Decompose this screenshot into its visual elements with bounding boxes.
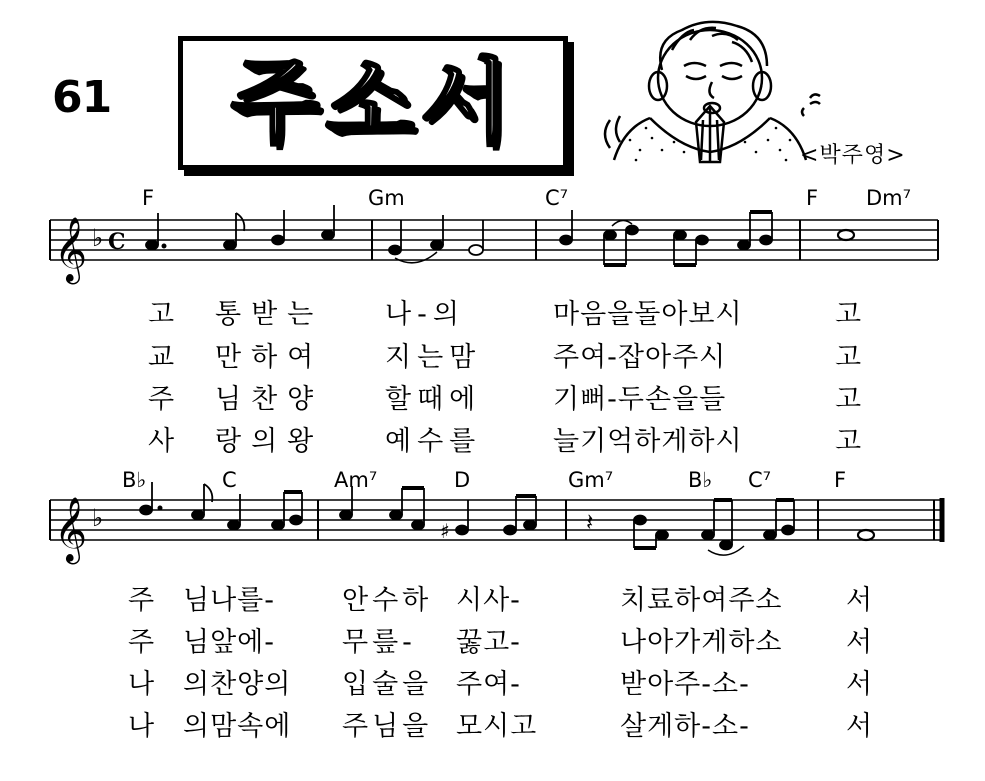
lyric-syllable: 의맘속에 bbox=[183, 711, 292, 742]
lyric-syllable: 시사- bbox=[456, 585, 521, 616]
lyric-syllable: 고 bbox=[835, 342, 863, 373]
lyric-syllable: 입술을 bbox=[342, 669, 433, 700]
slur bbox=[708, 546, 744, 555]
note bbox=[290, 516, 302, 525]
note bbox=[764, 531, 776, 540]
lyric-syllable: 받아주-소- bbox=[620, 669, 750, 700]
note bbox=[340, 511, 352, 520]
note bbox=[626, 226, 638, 235]
note bbox=[656, 531, 668, 540]
lyric-syllable: 교 bbox=[148, 342, 176, 373]
note bbox=[272, 236, 284, 245]
lyric-syllable: 마음을돌아보시 bbox=[553, 299, 743, 330]
lyric-syllable: 모시고 bbox=[456, 711, 538, 742]
note bbox=[228, 521, 240, 530]
chord: F bbox=[806, 186, 819, 210]
note bbox=[390, 511, 402, 520]
chord: D bbox=[454, 468, 471, 492]
lyric-syllable: 고 bbox=[148, 299, 176, 330]
staff-lines bbox=[50, 220, 938, 260]
lyric-syllable: 무릎- bbox=[342, 627, 416, 658]
song-number: 61 bbox=[52, 72, 112, 123]
lyric-syllable: 기뻐-두손을들 bbox=[553, 384, 727, 415]
lyric-syllable: 살게하-소- bbox=[620, 711, 750, 742]
note bbox=[504, 526, 516, 535]
song-title: 주소서 bbox=[230, 49, 516, 156]
note bbox=[604, 231, 616, 240]
note bbox=[431, 241, 443, 250]
barlines bbox=[50, 220, 938, 260]
lyric-syllable: 나 bbox=[128, 669, 156, 700]
treble-clef-icon: 𝄞 bbox=[54, 497, 88, 562]
note bbox=[738, 241, 750, 250]
lyric-syllable: 나-의 bbox=[385, 299, 465, 330]
note bbox=[456, 526, 468, 535]
chord: Am⁷ bbox=[334, 468, 378, 492]
flat-icon: ♭ bbox=[92, 504, 104, 532]
lyric-syllable: 통받는 bbox=[215, 299, 324, 330]
lyric-syllable: 꿇고- bbox=[456, 627, 521, 658]
note bbox=[412, 521, 424, 530]
note bbox=[560, 236, 572, 245]
chord: F bbox=[834, 468, 847, 492]
lyric-syllable: 나아가게하소 bbox=[620, 627, 783, 658]
lyric-syllable: 주님을 bbox=[342, 711, 433, 742]
sharp-icon: ♯ bbox=[440, 519, 450, 543]
note bbox=[224, 241, 236, 250]
lyric-syllable: 님찬양 bbox=[215, 384, 324, 415]
lyric-syllable: 할때에 bbox=[385, 384, 482, 415]
note bbox=[674, 231, 686, 240]
slur bbox=[395, 252, 437, 263]
note bbox=[838, 230, 854, 240]
note bbox=[720, 541, 732, 550]
flat-icon: ♭ bbox=[92, 224, 104, 252]
lyric-syllable: 주여-잡아주시 bbox=[553, 342, 727, 373]
note bbox=[782, 526, 794, 535]
lyric-syllable: 서 bbox=[846, 627, 874, 658]
note bbox=[140, 506, 152, 515]
chord: C⁷ bbox=[748, 468, 772, 492]
title-box bbox=[178, 36, 568, 170]
staff-lines bbox=[50, 500, 944, 540]
lyric-syllable: 늘기억하게하시 bbox=[553, 426, 743, 457]
slur bbox=[612, 220, 632, 226]
chord: Dm⁷ bbox=[866, 186, 912, 210]
note bbox=[702, 531, 714, 540]
note bbox=[146, 241, 158, 250]
lyric-syllable: 랑의왕 bbox=[215, 426, 324, 457]
chord: C bbox=[222, 468, 237, 492]
chord: Gm⁷ bbox=[568, 468, 614, 492]
lyric-syllable: 안수하 bbox=[342, 585, 433, 616]
treble-clef-icon: 𝄞 bbox=[54, 217, 88, 282]
chord: C⁷ bbox=[545, 186, 569, 210]
lyric-syllable: 서 bbox=[846, 669, 874, 700]
lyric-syllable: 님앞에- bbox=[183, 627, 275, 658]
note bbox=[272, 521, 284, 530]
lyric-syllable: 님나를- bbox=[183, 585, 275, 616]
note bbox=[192, 511, 204, 520]
lyric-syllable: 만하여 bbox=[215, 342, 324, 373]
lyric-syllable: 나 bbox=[128, 711, 156, 742]
author-credit: <박주영> bbox=[800, 143, 906, 168]
lyric-syllable: 고 bbox=[835, 426, 863, 457]
note bbox=[524, 521, 536, 530]
lyric-syllable: 사 bbox=[148, 426, 176, 457]
dot bbox=[158, 506, 161, 509]
note bbox=[322, 231, 334, 240]
lyric-syllable: 주여- bbox=[456, 669, 521, 700]
lyric-syllable: 주 bbox=[148, 384, 176, 415]
barlines bbox=[50, 500, 934, 540]
lyric-syllable: 치료하여주소 bbox=[620, 585, 783, 616]
lyric-syllable: 의찬양의 bbox=[183, 669, 292, 700]
lyric-syllable: 서 bbox=[846, 711, 874, 742]
chord: Gm bbox=[368, 186, 405, 210]
chord: B♭ bbox=[688, 468, 713, 492]
lyric-syllable: 서 bbox=[846, 585, 874, 616]
note bbox=[696, 236, 708, 245]
quarter-rest-icon: 𝄽 bbox=[586, 508, 594, 536]
dot bbox=[162, 244, 165, 247]
chord: F bbox=[142, 186, 155, 210]
lyric-syllable: 주 bbox=[128, 585, 156, 616]
lyric-syllable: 고 bbox=[835, 299, 863, 330]
time-signature: C bbox=[108, 229, 126, 255]
lyric-syllable: 지는맘 bbox=[385, 342, 482, 373]
note bbox=[634, 516, 646, 525]
lyric-syllable: 예수를 bbox=[385, 426, 482, 457]
chord: B♭ bbox=[122, 468, 147, 492]
note bbox=[760, 236, 772, 245]
note bbox=[389, 246, 401, 255]
note bbox=[469, 245, 483, 255]
note bbox=[858, 530, 874, 540]
lyric-syllable: 고 bbox=[835, 384, 863, 415]
lyric-syllable: 주 bbox=[128, 627, 156, 658]
